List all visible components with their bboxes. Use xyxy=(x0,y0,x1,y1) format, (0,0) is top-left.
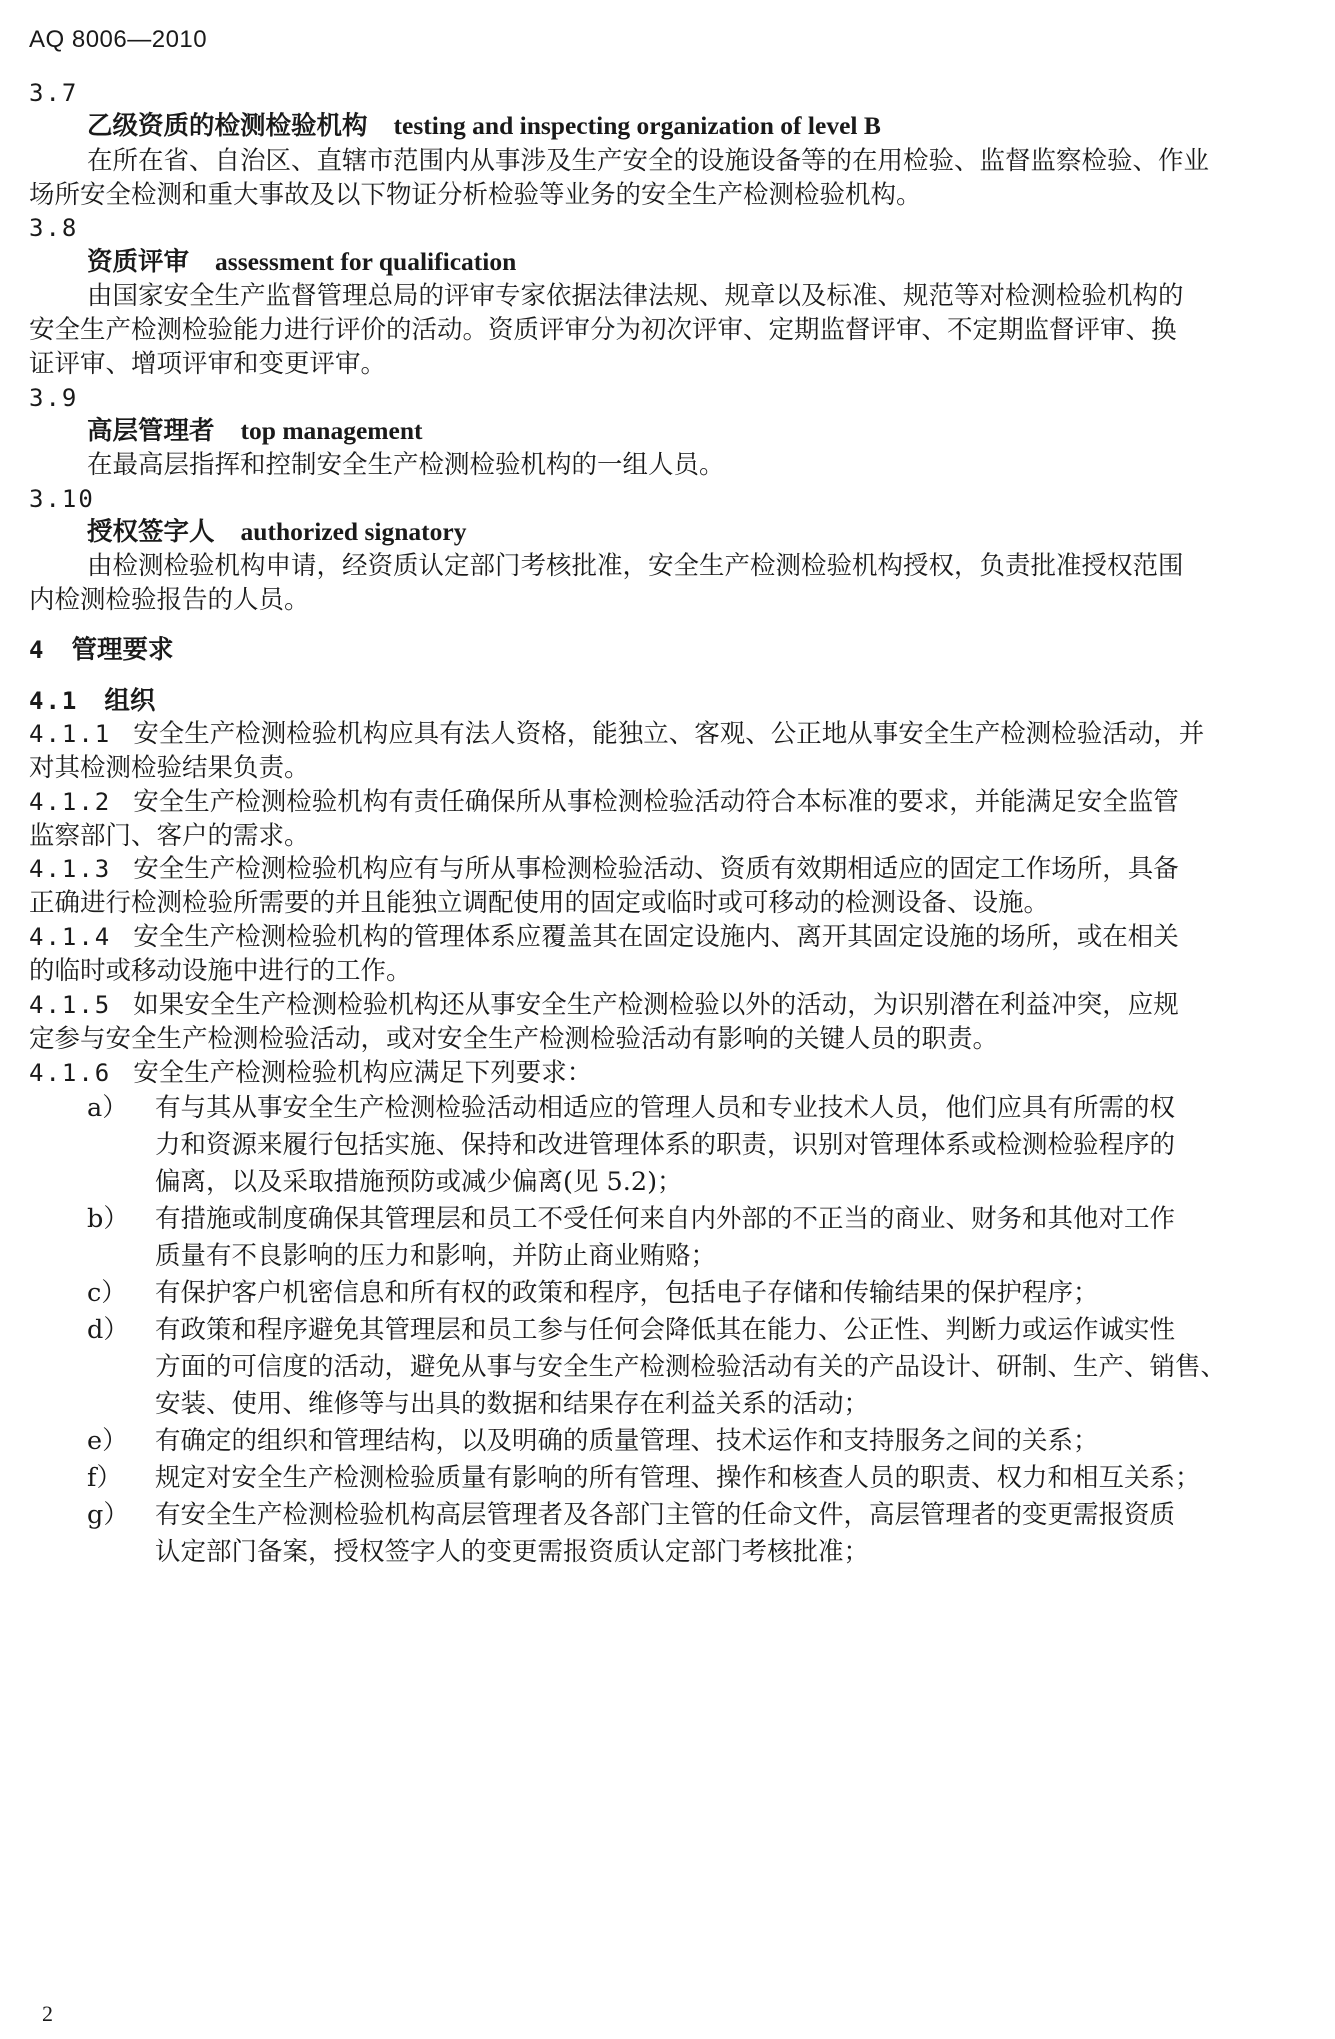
clause-text: 安全生产检测检验机构应满足下列要求： xyxy=(133,1058,593,1088)
clause-text: 安全生产检测检验机构应具有法人资格，能独立、客观、公正地从事安全生产检测检验活动，并 xyxy=(133,719,1205,749)
term-en: top management xyxy=(240,416,423,445)
list-item-label: e） xyxy=(87,1426,128,1456)
clause-line xyxy=(29,988,1335,1022)
list-item-line: 有措施或制度确保其管理层和员工不受任何来自内外部的不正当的商业、财务和其他对工作 xyxy=(155,1204,1176,1234)
definition-line: 安全生产检测检验能力进行评价的活动。资质评审分为初次评审、定期监督评审、不定期监督评审、换 xyxy=(29,315,1177,345)
list-item-line: 规定对安全生产检测检验质量有影响的所有管理、操作和核查人员的职责、权力和相互关系； xyxy=(155,1463,1201,1493)
list-item-line: 力和资源来履行包括实施、保持和改进管理体系的职责，识别对管理体系或检测检验程序的 xyxy=(155,1130,1176,1160)
definition-line: 由国家安全生产监督管理总局的评审专家依据法律法规、规章以及标准、规范等对检测检验机构的 xyxy=(87,281,1184,311)
list-item-line: 方面的可信度的活动，避免从事与安全生产检测检验活动有关的产品设计、研制、生产、销售、 xyxy=(155,1352,1227,1382)
clause-line: 对其检测检验结果负责。 xyxy=(29,753,310,783)
definition-line: 在最高层指挥和控制安全生产检测检验机构的一组人员。 xyxy=(87,450,725,480)
clause-text: 安全生产检测检验机构应有与所从事检测检验活动、资质有效期相适应的固定工作场所，具备 xyxy=(133,854,1179,884)
clause-text: 安全生产检测检验机构有责任确保所从事检测检验活动符合本标准的要求，并能满足安全监管 xyxy=(133,787,1179,817)
clause-line: 定参与安全生产检测检验活动，或对安全生产检测检验活动有影响的关键人员的职责。 xyxy=(29,1024,999,1054)
list-item-line: 质量有不良影响的压力和影响，并防止商业贿赂； xyxy=(155,1241,717,1271)
clause-line xyxy=(29,785,1335,819)
term-en: assessment for qualification xyxy=(215,247,517,276)
definition-line: 场所安全检测和重大事故及以下物证分析检验等业务的安全生产检测检验机构。 xyxy=(29,180,922,210)
term-heading xyxy=(87,245,1335,279)
term-zh: 资质评审 xyxy=(87,247,190,277)
list-item-line: 认定部门备案，授权签字人的变更需报资质认定部门考核批准； xyxy=(155,1537,870,1567)
term-en: authorized signatory xyxy=(240,517,467,546)
section-number: 4 xyxy=(29,636,46,664)
clause-text: 如果安全生产检测检验机构还从事安全生产检测检验以外的活动，为识别潜在利益冲突，应规 xyxy=(133,990,1179,1020)
list-item-line: 有确定的组织和管理结构，以及明确的质量管理、技术运作和支持服务之间的关系； xyxy=(155,1426,1099,1456)
definition-line: 内检测检验报告的人员。 xyxy=(29,585,310,615)
list-item-label: d） xyxy=(87,1315,129,1345)
subsection-title: 组织 xyxy=(104,686,156,716)
clause-number: 4.1.5 xyxy=(29,991,112,1019)
definition-line: 由检测检验机构申请，经资质认定部门考核批准，安全生产检测检验机构授权，负责批准授权范围 xyxy=(87,551,1184,581)
term-heading xyxy=(87,109,1335,143)
term-zh: 高层管理者 xyxy=(87,416,215,446)
clause-number: 4.1.3 xyxy=(29,855,112,883)
list-item-label: c） xyxy=(87,1278,127,1308)
term-heading xyxy=(87,515,1335,549)
subsection-number: 4.1 xyxy=(29,687,79,715)
clause-line: 的临时或移动设施中进行的工作。 xyxy=(29,956,412,986)
clause-line xyxy=(29,717,1335,751)
list-item-line: 有安全生产检测检验机构高层管理者及各部门主管的任命文件，高层管理者的变更需报资质 xyxy=(155,1500,1176,1530)
term-zh: 授权签字人 xyxy=(87,517,215,547)
list-item-line: 偏离，以及采取措施预防或减少偏离(见 5.2)； xyxy=(155,1167,683,1197)
list-item-line: 有与其从事安全生产检测检验活动相适应的管理人员和专业技术人员，他们应具有所需的权 xyxy=(155,1093,1176,1123)
clause-number: 4.1.4 xyxy=(29,923,112,951)
list-item-label: a） xyxy=(87,1093,128,1123)
clause-number: 4.1.6 xyxy=(29,1059,112,1087)
clause-line xyxy=(29,1056,1335,1090)
section-heading xyxy=(29,633,1335,667)
definition-line: 在所在省、自治区、直辖市范围内从事涉及生产安全的设施设备等的在用检验、监督监察检验、作业 xyxy=(87,146,1210,176)
term-zh: 乙级资质的检测检验机构 xyxy=(87,111,368,141)
definition-line: 证评审、增项评审和变更评审。 xyxy=(29,349,387,379)
clause-number: 4.1.2 xyxy=(29,788,112,816)
clause-number: 3.7 xyxy=(29,79,79,107)
list-item-label: f） xyxy=(87,1463,122,1493)
list-item-label: b） xyxy=(87,1204,129,1234)
clause-line: 正确进行检测检验所需要的并且能独立调配使用的固定或临时或可移动的检测设备、设施。 xyxy=(29,888,1050,918)
clause-number: 3.8 xyxy=(29,214,79,242)
subsection-heading xyxy=(29,684,1335,718)
list-item-line: 有保护客户机密信息和所有权的政策和程序，包括电子存储和传输结果的保护程序； xyxy=(155,1278,1099,1308)
clause-line: 监察部门、客户的需求。 xyxy=(29,821,310,851)
standard-code: AQ 8006—2010 xyxy=(29,26,208,53)
section-title: 管理要求 xyxy=(71,635,174,665)
term-en: testing and inspecting organization of level B xyxy=(393,111,881,140)
clause-number: 4.1.1 xyxy=(29,720,112,748)
clause-line xyxy=(29,920,1335,954)
term-heading xyxy=(87,414,1335,448)
clause-number: 3.10 xyxy=(29,485,95,513)
page-number: 2 xyxy=(42,2001,53,2026)
clause-text: 安全生产检测检验机构的管理体系应覆盖其在固定设施内、离开其固定设施的场所，或在相关 xyxy=(133,922,1179,952)
list-item-label: g） xyxy=(87,1500,129,1530)
list-item-line: 安装、使用、维修等与出具的数据和结果存在利益关系的活动； xyxy=(155,1389,870,1419)
clause-number: 3.9 xyxy=(29,384,79,412)
list-item-line: 有政策和程序避免其管理层和员工参与任何会降低其在能力、公正性、判断力或运作诚实性 xyxy=(155,1315,1176,1345)
clause-line xyxy=(29,852,1335,886)
